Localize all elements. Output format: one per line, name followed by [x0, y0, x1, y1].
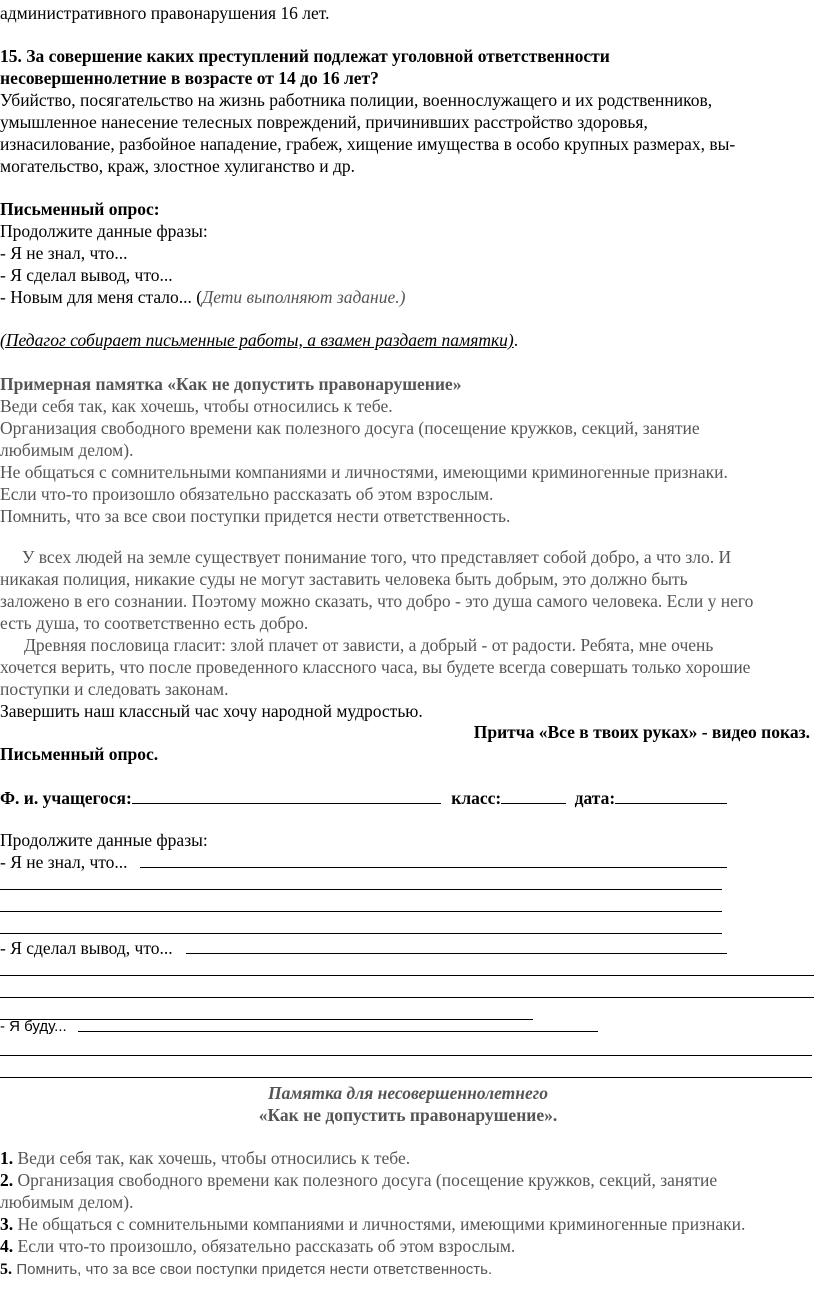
- answer-line[interactable]: [0, 889, 722, 890]
- memo-item: [0, 1147, 410, 1169]
- teacher-note: [0, 329, 518, 351]
- question-15-title-line2: несовершеннолетние в возрасте от 14 до 16 лет?: [0, 68, 379, 88]
- memo-item: [0, 1213, 745, 1235]
- memo-sample-heading: Примерная памятка «Как не допустить правонарушение»: [0, 374, 462, 394]
- memo-item-number: 4.: [0, 1236, 14, 1256]
- memo-sample-line: Организация свободного времени как полезного досуга (посещение кружков, секций, занятие: [0, 418, 700, 438]
- memo-sample-line: Веди себя так, как хочешь, чтобы относились к тебе.: [0, 396, 393, 416]
- answer-line[interactable]: [0, 911, 722, 912]
- answer-line[interactable]: [0, 975, 814, 976]
- memo-item-text: Если что-то произошло, обязательно рассказать об этом взрослым.: [17, 1236, 516, 1256]
- memo-sample-line: любимым делом).: [0, 440, 134, 460]
- memo-item-number: 1.: [0, 1148, 14, 1168]
- memo-item-number: 5.: [0, 1261, 12, 1278]
- closing-paragraph-2-line: хочется верить, что после проведенного классного часа, вы будете всегда совершать только хорошие: [0, 657, 751, 677]
- closing-paragraph-1-line: есть душа, то соответственно есть добро.: [0, 613, 309, 633]
- survey-phrase-3-note: Дети выполняют задание.): [202, 287, 406, 307]
- intro-tail: административного правонарушения 16 лет.: [0, 3, 330, 23]
- memo-item-continuation: любимым делом).: [0, 1192, 134, 1212]
- answer-line[interactable]: [78, 1031, 598, 1032]
- survey-prompt: Продолжите данные фразы:: [0, 221, 208, 241]
- form-phrase-2: - Я сделал вывод, что...: [0, 938, 173, 958]
- survey-phrase-3: [0, 286, 405, 308]
- survey-phrase-1: - Я не знал, что...: [0, 243, 128, 263]
- memo-item: [0, 1235, 515, 1257]
- form-header-row: [0, 786, 727, 809]
- closing-paragraph-2-line: поступки и следовать законам.: [0, 679, 229, 699]
- answer-line[interactable]: [186, 953, 727, 954]
- teacher-note-end: .: [513, 330, 519, 350]
- answer-line[interactable]: [0, 1055, 812, 1056]
- student-name-field[interactable]: [132, 786, 441, 804]
- form-prompt: Продолжите данные фразы:: [0, 830, 208, 850]
- memo-item: [0, 1169, 717, 1191]
- memo-item-text: Не общаться с сомнительными компаниями и личностями, имеющими криминогенные признаки.: [17, 1214, 746, 1234]
- date-field[interactable]: [615, 786, 727, 804]
- closing-paragraph-1-line: никакая полиция, никакие суды не могут заставить человека быть добрым, это должно быть: [0, 569, 688, 589]
- memo-item-number: 3.: [0, 1214, 14, 1234]
- answer-line[interactable]: [0, 933, 722, 934]
- question-15-title-line1: 15. За совершение каких преступлений подлежат уголовной ответственности: [0, 46, 610, 66]
- form-heading: Письменный опрос.: [0, 744, 159, 764]
- closing-paragraph-1-line: У всех людей на земле существует понимание того, что представляет собой добро, а что зло. И: [22, 547, 732, 567]
- memo-item-text: Веди себя так, как хочешь, чтобы относились к тебе.: [17, 1148, 411, 1168]
- survey-phrase-2: - Я сделал вывод, что...: [0, 265, 173, 285]
- memo-sample-line: Помнить, что за все свои поступки придется нести ответственность.: [0, 506, 511, 526]
- question-15-answer-line: Убийство, посягательство на жизнь работника полиции, военнослужащего и их родственников,: [0, 90, 713, 110]
- teacher-note-text: (Педагог собирает письменные работы, а взамен раздает памятки): [0, 330, 514, 350]
- date-label: дата:: [574, 788, 616, 808]
- closing-paragraph-1-line: заложено в его сознании. Поэтому можно сказать, что добро - это душа самого человека. Если у него: [0, 591, 754, 611]
- form-phrase-1: - Я не знал, что...: [0, 852, 128, 872]
- class-label: класс:: [451, 788, 502, 808]
- answer-line[interactable]: [140, 867, 727, 868]
- answer-line[interactable]: [0, 1077, 812, 1078]
- answer-line[interactable]: [0, 997, 814, 998]
- memo-item: [0, 1257, 492, 1281]
- memo-sample-line: Не общаться с сомнительными компаниями и личностями, имеющими криминогенные признаки.: [0, 462, 728, 482]
- question-15-answer-line: умышленное нанесение телесных повреждений, причинивших расстройство здоровья,: [0, 112, 648, 132]
- closing-final: Завершить наш классный час хочу народной мудростью.: [0, 701, 423, 721]
- class-field[interactable]: [501, 786, 566, 804]
- survey-phrase-3-text: - Новым для меня стало... (: [0, 287, 203, 307]
- student-name-label: Ф. и. учащегося:: [0, 788, 132, 808]
- answer-line[interactable]: [0, 1019, 533, 1020]
- memo-title-line1: Памятка для несовершеннолетнего: [268, 1083, 548, 1103]
- memo-item-text: Помнить, что за все свои поступки придется нести ответственность.: [16, 1261, 493, 1278]
- memo-item-number: 2.: [0, 1170, 14, 1190]
- question-15-answer-line: могательство, краж, злостное хулиганство и др.: [0, 156, 356, 176]
- form-phrase-3: - Я буду...: [0, 1018, 67, 1035]
- survey-heading: Письменный опрос:: [0, 199, 160, 219]
- memo-item-text: Организация свободного времени как полезного досуга (посещение кружков, секций, занятие: [17, 1170, 718, 1190]
- closing-paragraph-2-line: Древняя пословица гласит: злой плачет от зависти, а добрый - от радости. Ребята, мне очень: [24, 635, 714, 655]
- question-15-answer-line: изнасилование, разбойное нападение, грабеж, хищение имущества в особо крупных размерах, вы-: [0, 134, 736, 154]
- parable-video: Притча «Все в твоих руках» - видео показ.: [473, 722, 810, 742]
- memo-sample-line: Если что-то произошло обязательно рассказать об этом взрослым.: [0, 484, 494, 504]
- memo-title-line2: «Как не допустить правонарушение».: [258, 1105, 558, 1125]
